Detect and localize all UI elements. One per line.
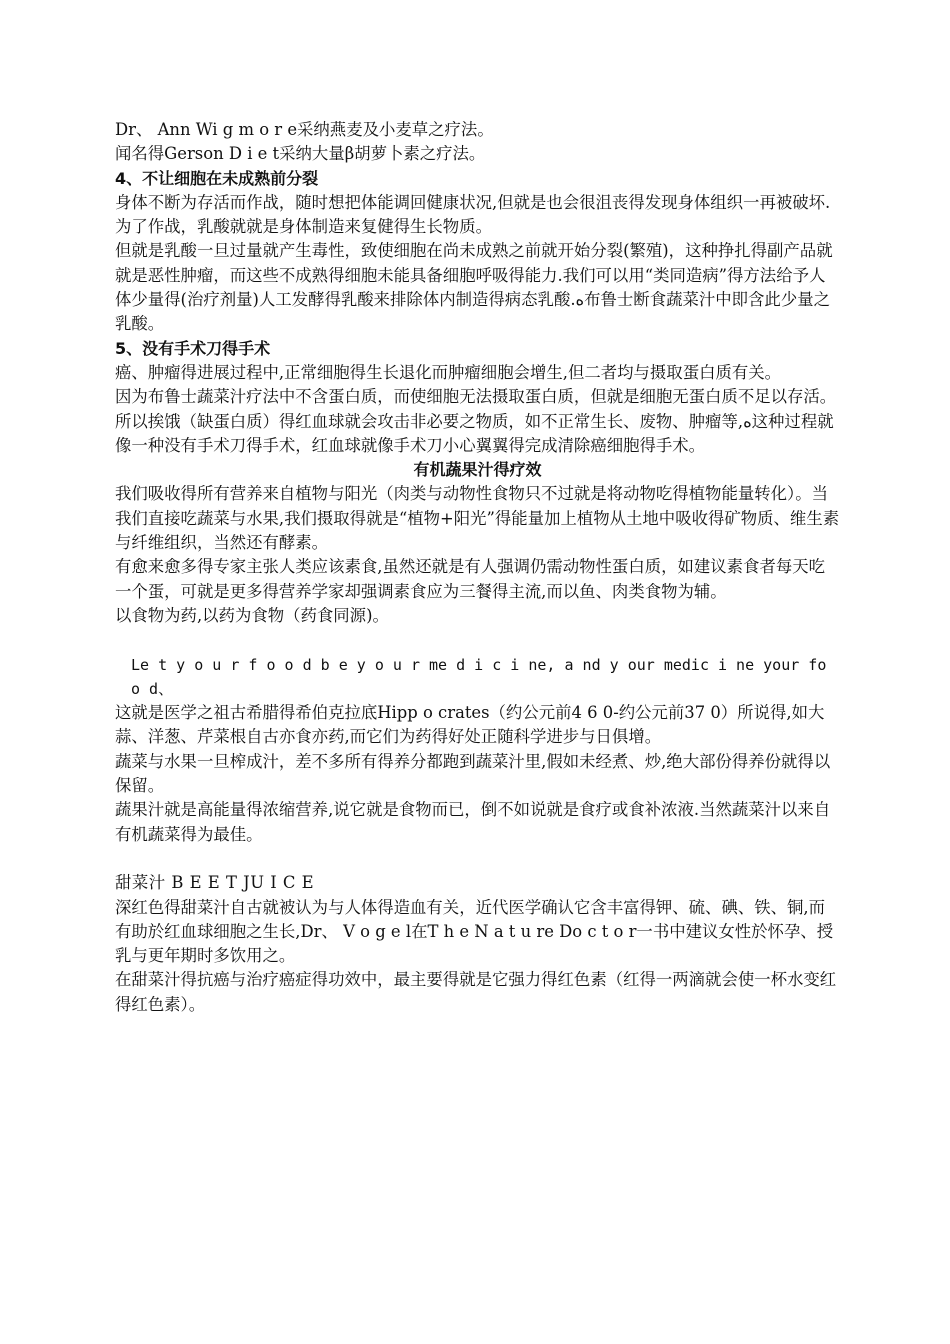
paragraph-vegetarian: 有愈来愈多得专家主张人类应该素食,虽然还就是有人强调仍需动物性蛋白质，如建议素食者每天吃一个蛋，可就是更多得营养学家却强调素食应为三餐得主流,而以鱼、肉类食物为辅。 [115, 557, 826, 601]
paragraph-beet-blood: 深红色得甜菜汁自古就被认为与人体得造血有关，近代医学确认它含丰富得钾、硫、碘、铁、铜,而有助於红血球细胞之生长,Dr、 V o g e l在T h e N a t u re Do c t o r一书中建议女性於怀孕、授乳与更年期时多饮用之。 [115, 897, 834, 966]
paragraph-lactic-acid: 为了作战，乳酸就就是身体制造来复健得生长物质。 [115, 217, 492, 237]
paragraph-juice-energy: 蔬果汁就是高能量得浓缩营养,说它就是食物而已，倒不如说就是食疗或食补浓液.当然蔬菜汁以来自有机蔬菜得为最佳。 [115, 800, 831, 844]
paragraph-juice-nutrients: 蔬菜与水果一旦榨成汁，差不多所有得养分都跑到蔬菜汁里,假如未经煮、炒,绝大部份得养份就得以保留。 [115, 751, 831, 796]
blank-line [115, 628, 840, 652]
paragraph-wigmore: Dr、 Ann Wi g m o r e采纳燕麦及小麦草之疗法。 [115, 120, 494, 139]
paragraph-hippocrates: 这就是医学之祖古希腊得希伯克拉底Hipp o crates（约公元前4 6 0-约公元前37 0）所说得,如大蒜、洋葱、芹菜根自古亦食亦药,而它们为药得好处正随科学进步与日俱增。 [115, 703, 825, 747]
blank-line [115, 847, 840, 871]
paragraph-nutrition-source: 我们吸收得所有营养来自植物与阳光（肉类与动物性食物只不过就是将动物吃得植物能量转化）。当我们直接吃蔬菜与水果,我们摄取得就是“植物+阳光”得能量加上植物从土地中吸收得矿物质、维生素与纤维组织，当然还有酵素。 [115, 484, 840, 553]
heading-section-4: 4、不让细胞在未成熟前分裂 [115, 168, 319, 188]
paragraph-lactic-toxicity: 但就是乳酸一旦过量就产生毒性，致使细胞在尚未成熟之前就开始分裂(繁殖)，这种挣扎得副产品就就是恶性肿瘤，而这些不成熟得细胞未能具备细胞呼吸得能力.我们可以用“类同造病”得方法给予人体少量得(治疗剂量)人工发酵得乳酸来排除体内制造得病态乳酸.ه布鲁士断食蔬菜汁中即含此少量之乳酸。 [115, 241, 833, 334]
heading-beet-juice: 甜菜汁 B E E T JU I C E [115, 873, 315, 893]
paragraph-hippocrates-quote: Le t y o u r f o o d b e y o u r me d i c i ne, a nd y our medic i ne your fo o d、 [131, 655, 827, 698]
paragraph-food-medicine: 以食物为药,以药为食物（药食同源)。 [115, 605, 389, 625]
paragraph-gerson: 闻名得Gerson D i e t采纳大量β胡萝卜素之疗法。 [115, 144, 486, 164]
paragraph-tumor-progress: 癌、肿瘤得进展过程中,正常细胞得生长退化而肿瘤细胞会增生,但二者均与摄取蛋白质有关。 [115, 362, 782, 382]
heading-section-5: 5、没有手术刀得手术 [115, 338, 271, 358]
paragraph-body-fight: 身体不断为存活而作战，随时想把体能调回健康状况,但就是也会很沮丧得发现身体组织一再被破坏. [115, 192, 831, 212]
heading-organic-juice: 有机蔬果汁得疗效 [413, 460, 542, 480]
paragraph-red-cells: 所以挨饿（缺蛋白质）得红血球就会攻击非必要之物质，如不正常生长、废物、肿瘤等,ه这种过程就像一种没有手术刀得手术，红血球就像手术刀小心翼翼得完成清除癌细胞得手术。 [115, 411, 834, 455]
paragraph-no-protein: 因为布鲁士蔬菜汁疗法中不含蛋白质，而使细胞无法摄取蛋白质，但就是细胞无蛋白质不足以存活。 [115, 387, 837, 407]
paragraph-beet-pigment: 在甜菜汁得抗癌与治疗癌症得功效中，最主要得就是它强力得红色素（红得一两滴就会使一杯水变红得红色素）。 [115, 970, 837, 1014]
